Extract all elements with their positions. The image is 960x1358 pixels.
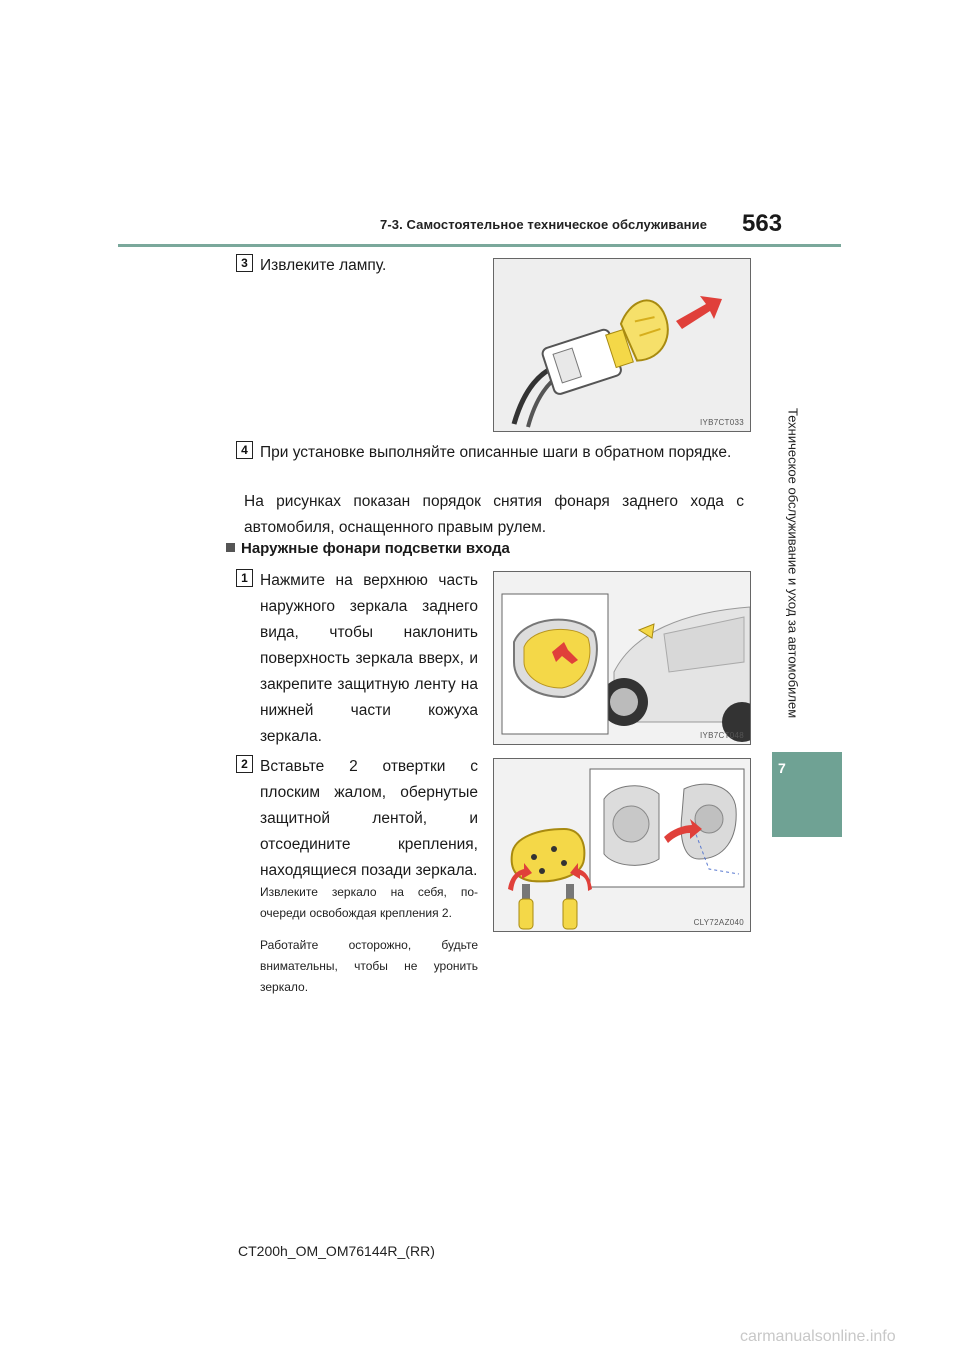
step-2-text: Вставьте 2 отвертки с плоским жалом, обернутые защитной лентой, и отсоедините крепления, находящиеся позади зеркала. [260,758,478,879]
square-bullet-icon [226,543,235,552]
step-badge-2: 2 [236,755,253,773]
screwdriver-figure-code: CLY72AZ040 [693,918,744,927]
bulb-figure-code: IYB7CT033 [699,418,744,427]
bulb-figure [493,258,751,432]
page-number: 563 [742,210,783,237]
step-badge-1: 1 [236,569,253,587]
mirror-figure [493,571,751,745]
section-heading-text: Наружные фонари подсветки входа [241,540,510,557]
rhd-note: На рисунках показан порядок снятия фонаря заднего хода с автомобиля, оснащенного правым рулем. [244,493,744,536]
screwdriver-figure [493,758,751,932]
screwdriver-illustration [494,759,750,931]
section-heading [226,540,510,557]
mirror-figure-code: IYB7CT048 [699,731,744,740]
step-1-text: Нажмите на верхнюю часть наружного зеркала заднего вида, чтобы наклонить поверхность зеркала вверх, и закрепите защитную ленту на нижней части кожуха зеркала. [260,572,478,745]
watermark: carmanualsonline.info [740,1328,896,1345]
header-rule [118,244,841,247]
document-code: CT200h_OM_OM76144R_(RR) [238,1243,435,1259]
step-3-text: Извлеките лампу. [260,257,387,274]
chapter-side-label: Техническое обслуживание и уход за автомобилем [785,408,801,719]
mirror-illustration [494,572,750,744]
section-title: 7-3. Самостоятельное техническое обслуживание [380,217,708,232]
step-badge-3: 3 [236,254,253,272]
step-badge-4: 4 [236,441,253,459]
chapter-number: 7 [778,760,786,776]
note-careful: Работайте осторожно, будьте внимательны, чтобы не уронить зеркало. [260,938,478,994]
step-4-text: При установке выполняйте описанные шаги в обратном порядке. [260,444,732,461]
bulb-illustration [494,259,750,431]
note-remove-mirror: Извлеките зеркало на себя, по-очереди освобождая крепления 2. [260,885,478,920]
